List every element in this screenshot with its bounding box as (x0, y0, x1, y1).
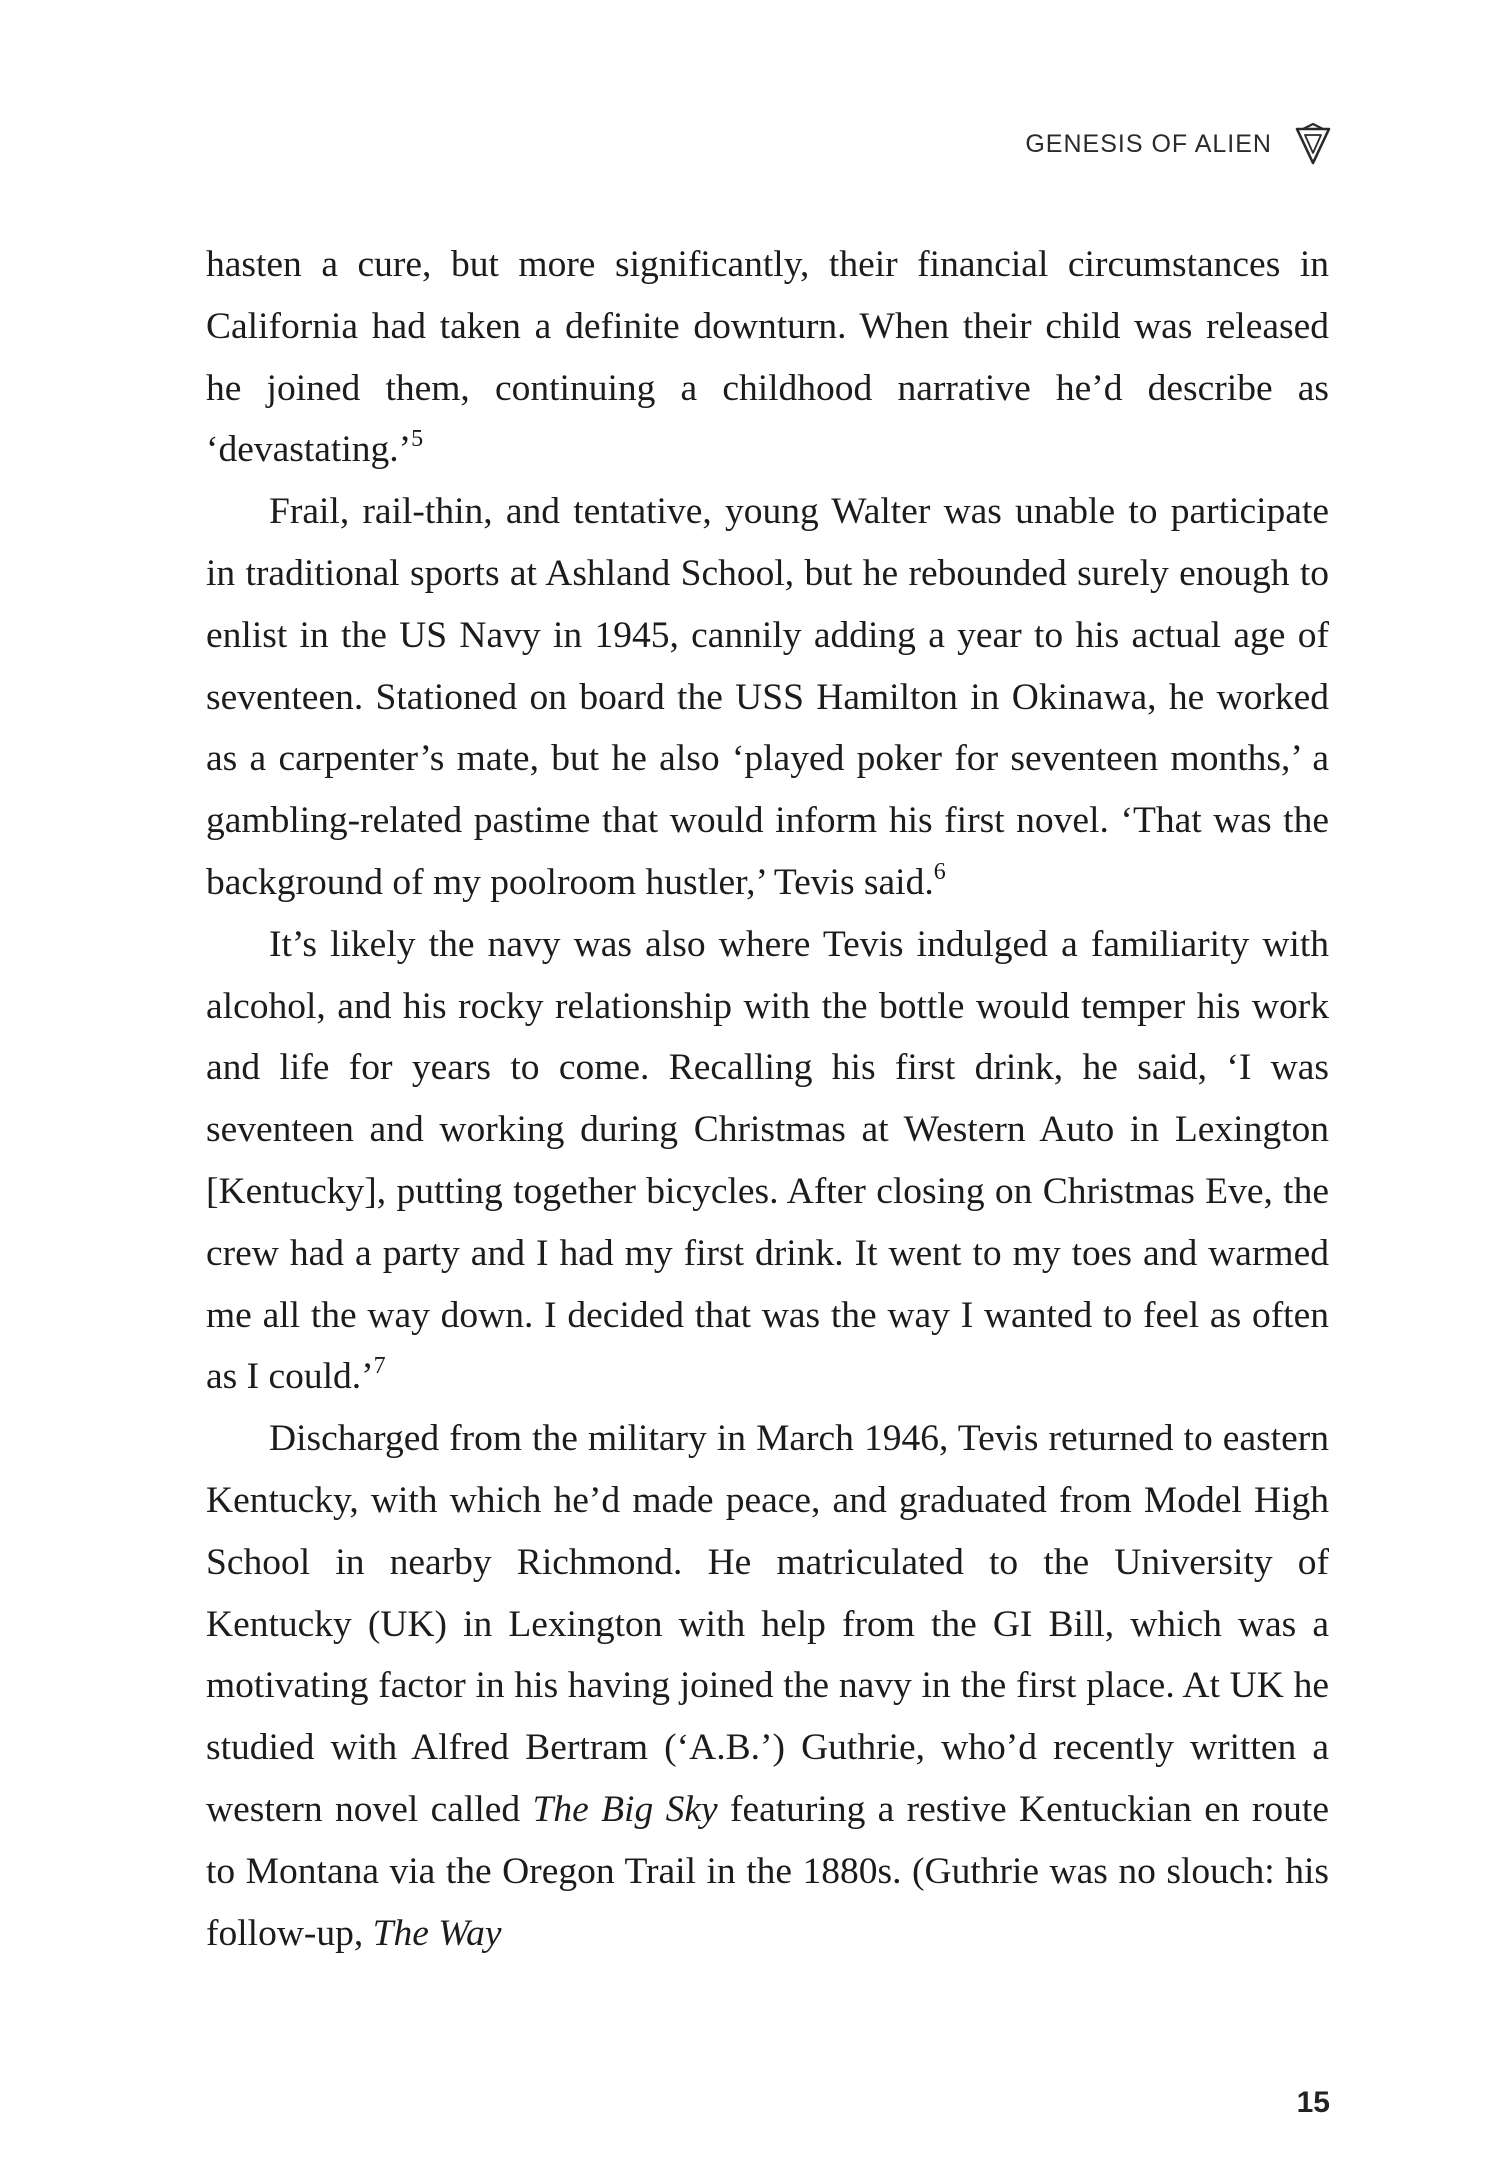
paragraph (206, 1408, 1329, 1964)
paragraph-text: featuring a restive Kentuckian en route to Montana via the Oregon Trail in the 1880s. (Guthrie was no slouch: his follow-up, (206, 1788, 1329, 1954)
paragraph-text: It’s likely the navy was also where Tevis indulged a familiarity with alcohol, and his rocky relationship with the bottle would temper his work and life for years to come. Recalling his first drink, he said, ‘I was seventeen and working during Christmas at Western Auto in Lexington [Kentucky], putting together bicycles. After closing on Christmas Eve, the crew had a party and I had my first drink. It went to my toes and warmed me all the way down. I decided that was the way I wanted to feel as often as I could.’ (206, 923, 1329, 1398)
paragraph-text: Discharged from the military in March 1946, Tevis returned to eastern Kentucky, with which he’d made peace, and graduated from Model High School in nearby Richmond. He matriculated to the University of Kentucky (UK) in Lexington with help from the GI Bill, which was a motivating factor in his having joined the navy in the first place. At UK he studied with Alfred Bertram (‘A.B.’) Guthrie, who’d recently written a western novel called (206, 1418, 1329, 1830)
footnote-ref: 7 (373, 1353, 386, 1380)
running-head-title: GENESIS OF ALIEN (1025, 129, 1272, 158)
book-title: The Big Sky (532, 1788, 718, 1830)
footnote-ref: 6 (933, 858, 946, 885)
footnote-ref: 5 (411, 426, 424, 453)
paragraph-text: Frail, rail-thin, and tentative, young Walter was unable to participate in traditional sports at Ashland School, but he rebounded surely enough to enlist in the US Navy in 1945, cannily adding a year to his actual age of seventeen. Stationed on board the USS Hamilton in Okinawa, he worked as a carpenter’s mate, but he also ‘played poker for seventeen months,’ a gambling-related pastime that would inform his first novel. ‘That was the background of my poolroom hustler,’ Tevis said. (206, 491, 1329, 903)
body-text (206, 234, 1329, 1964)
book-title: The Way (372, 1912, 502, 1954)
page-number: 15 (1296, 2086, 1330, 2119)
paragraph-text: hasten a cure, but more significantly, their financial circumstances in California had taken a definite downturn. When their child was released he joined them, continuing a childhood narrative he’d describe as ‘devastating.’ (206, 244, 1329, 471)
triangle-emblem-icon (1294, 122, 1332, 166)
running-head (1025, 122, 1332, 166)
paragraph (206, 234, 1329, 481)
paragraph (206, 914, 1329, 1408)
paragraph (206, 481, 1329, 914)
